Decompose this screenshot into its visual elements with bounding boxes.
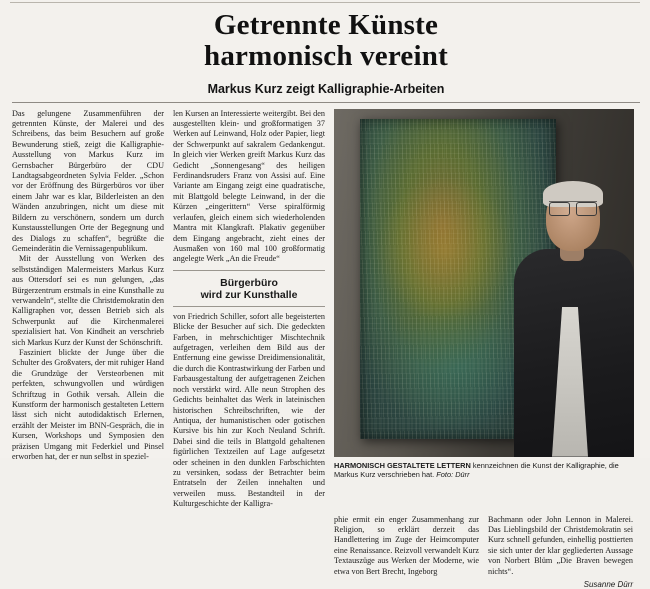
article-footer-columns (12, 515, 640, 589)
artist-portrait (508, 157, 634, 457)
paragraph: von Friedrich Schiller, sofort alle begeisterten Blicke der Besucher auf sich. Die gedeckten Farben, in mehrschichtiger Mischtechnik aufgetragen, verleihen dem Bild aus der Entfernung eine gewisse Dreidimensionalität, die durch die Kontrastwirkung der Farben und Farbausgestaltung der aufgetragenen Zeichen noch verstärkt wird. Alle neun Strophen des Gedichts beinhaltet das Werk in lateinischen historischen Schreibschriften, wie der Antiqua, der humanistischen oder gotischen Kursive bis hin zur Koch Neuland Schrift. Dabei sind die teils in Blattgold gehaltenen figürlichen Textzeilen auf Lage aufgesetzt oder scheinen in den dunklen Farbschichten zu versinken, sodass der Betrachter beim Entratseln der Zeilen innehalten und verweilen muss. Bestandteil in der Kulturgeschichte der Kalligra- (173, 311, 325, 509)
subsection-heading-line-2: wird zur Kunsthalle (200, 288, 298, 301)
subsection-divider-top (173, 270, 325, 271)
paragraph: Bachmann oder John Lennon in Malerei. Das Lieblingsbild der Christdemokratin sei Kurz schnell gefunden, einhellig posttierten sie sich unter der klar gegliederten Aussage von Norbert Blüm „Die Braven bewegen nichts“. (488, 514, 633, 576)
subsection-heading-line-1: Bürgerbüro (220, 276, 278, 289)
photo-caption-lead: HARMONISCH GESTALTETE LETTERN (334, 460, 471, 470)
footer-wide-block (334, 515, 634, 589)
photo-column (334, 109, 634, 480)
column-4 (488, 515, 633, 589)
footer-spacer-1 (12, 515, 164, 589)
paragraph: len Kursen an Interessierte weitergibt. Bei den ausgestellten klein- und großformatigen 37 Werken auf Leinwand, Holz oder Papier, liegt der Schwerpunkt auf sakralem Gedankengut. In gleich vier Werken greift Markus Kurz das Gedicht „Sonnengesang“ des heiligen Ferdinandsruders Franz von Assisi auf. Eine Variante am Eingang zeigt eine quadratische, mit Blattgold belegte Leinwand, in der die Kürzen „eingerittern“ Verse spiralförmig verlaufen, gleich einem sich wiederholenden Mantra mit Klangkraft. Plakativ gegenüber dem Eingang angebracht, zieht eines der Ausmaßen von 160 mal 100 großformatig angelegte Werk „An die Freude“ (173, 108, 325, 264)
column-1 (12, 109, 164, 463)
article-photo (334, 109, 634, 457)
column-3 (334, 515, 479, 589)
headline-line-2: harmonisch vereint (204, 40, 448, 73)
subsection-heading (173, 277, 325, 301)
photo-caption-text: kennzeichnen die Kunst der Kalligraphie, die Markus Kurz verschrieben hat. (334, 460, 619, 479)
column-2 (173, 109, 325, 510)
headline-divider (12, 102, 640, 103)
paragraph: phie ermit ein enger Zusammenhang zur Religion, so erklärt derzeit das Handlettering im Zuge der Heimcomputer eine Renaissance. Reizvoll verwandelt Kurz Textauszüge aus Werken der Moderne, wie etwa von Bert Brecht, Ingeborg (334, 514, 479, 576)
photo-credit: Foto: Dürr (436, 469, 470, 479)
article-body (12, 109, 640, 510)
footer-spacer-2 (173, 515, 325, 589)
headline-block (12, 4, 640, 96)
subsection-divider-bottom (173, 306, 325, 307)
paragraph: Mit der Ausstellung von Werken des selbstständigen Malermeisters Markus Kurz aus Ottersdorf sei es nun gelungen, „das Bürgerzentrum erstmals in eine Kunsthalle zu verwandeln“, stellte die Christdemokratin den Kalligraphen vor, dessen Betrieb sich als Schwerpunkt auf die Kirchenmalerei spezialisiert hat. Von Kindheit an verschrieb sich Markus Kurz der Kunst der Schönschrift. (12, 254, 164, 347)
byline: Susanne Dürr (583, 580, 633, 589)
glasses-icon (549, 201, 597, 214)
top-divider (10, 2, 640, 3)
paragraph: Fasziniert blickte der Junge über die Schulter des Großvaters, der mit ruhiger Hand die Grundzüge der Versteorbenen mit perfekten, schwungvollen und würdigen Schriftzug in Gothik versah. Allein die Kunstform der harmonisch gestalteten Lettern lässt sich nicht autodidaktisch Erlernen, erzählt der Meister im BNN-Gespräch, die in Kursen, Workshops und Symposien den präzisen Umgang mit Federkiel und Pinsel erworben hat, der er nun selbst in speziel- (12, 347, 164, 462)
photo-caption (334, 461, 634, 480)
paragraph: Das gelungene Zusammenführen der getrennten Künste, der Malerei und des Schreibens, das beim Besuchern auf große Bewunderung stieß, zeigt die Kalligraphie-Ausstellung von Markus Kurz im Gernsbacher Bürgerbüro der CDU Landtagsabgeordneten Sylvia Felder. „Schon vor der Eröffnung des Bürgerbüros vor über einem Jahr war es klar, Bilderleisten an den Wänden anzubringen, nicht um diese mit Bildern zu verschönern, sondern um durch Kunstausstellungen Orte der Begegnung und des Dialogs zu schaffen“, begrüßte die Gemeinderätin die Vernissagenpublikum. (12, 108, 164, 253)
page-title (12, 10, 640, 73)
headline-line-1: Getrennte Künste (213, 9, 439, 41)
subheadline: Markus Kurz zeigt Kalligraphie-Arbeiten (207, 81, 445, 96)
